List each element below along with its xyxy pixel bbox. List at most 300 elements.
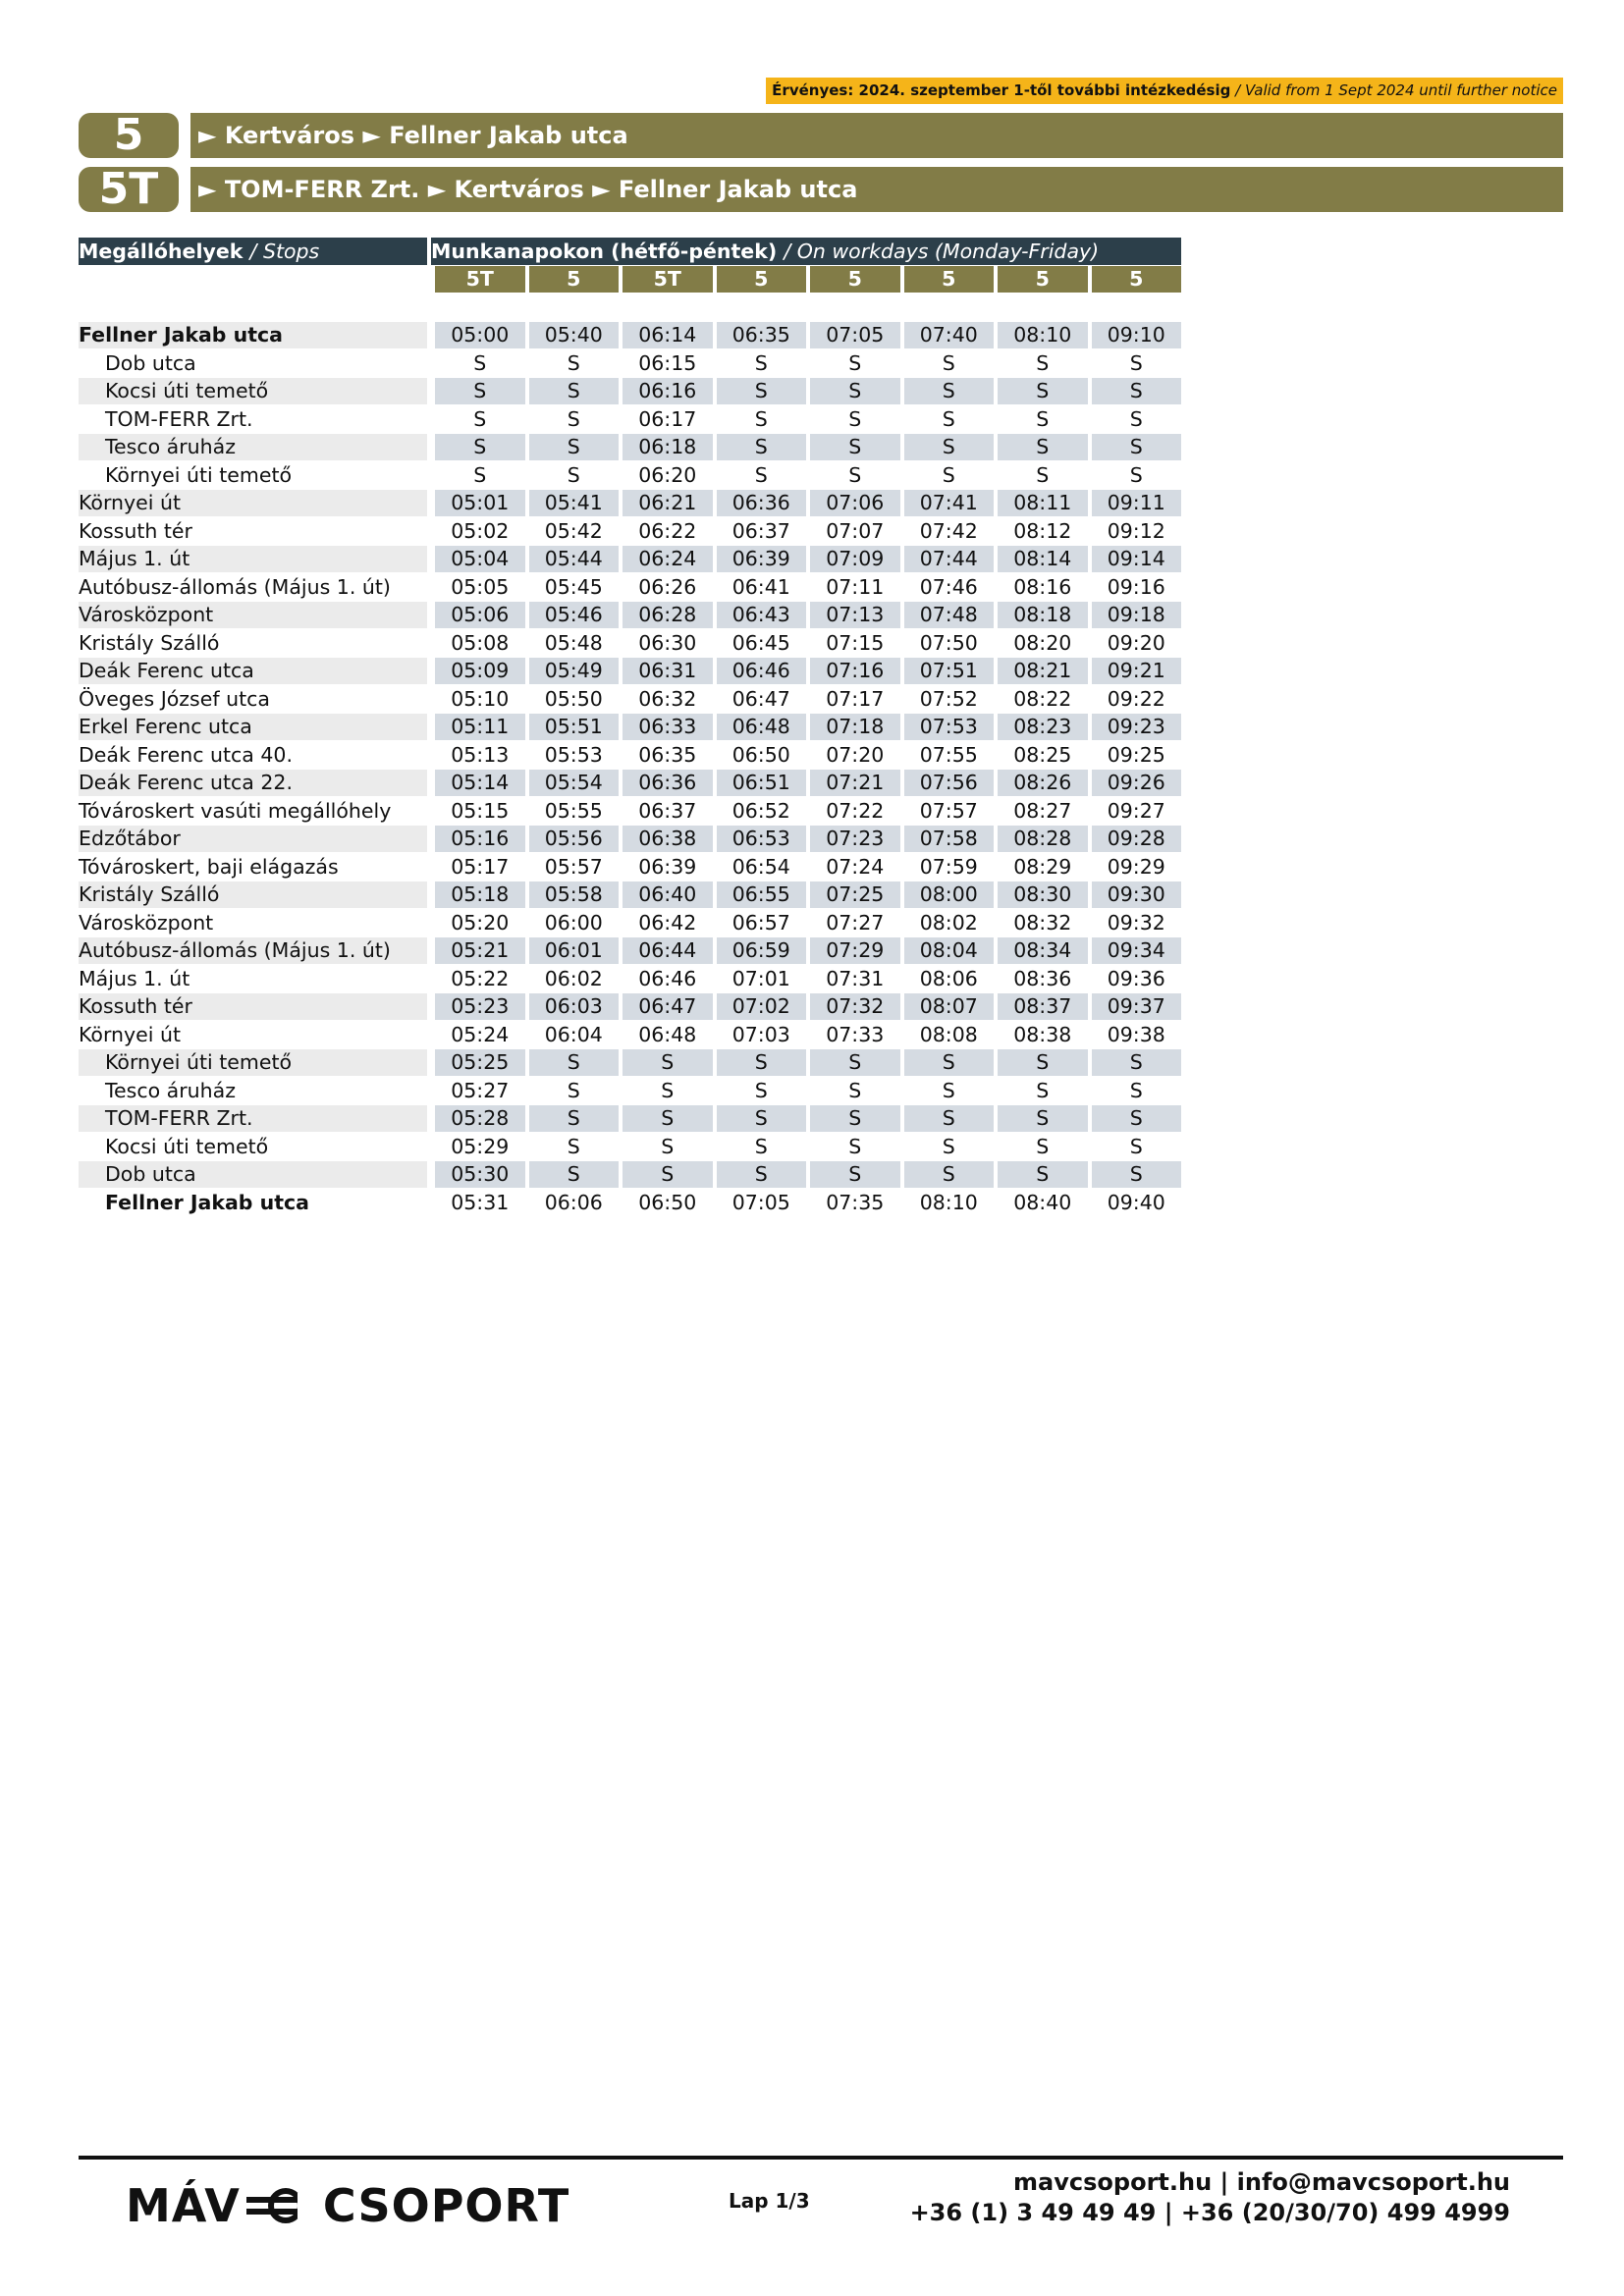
route-column-header: 5T — [431, 266, 525, 294]
route-header-5t — [79, 164, 1563, 214]
departure-time: 05:20 — [431, 909, 525, 936]
departure-time: S — [806, 1105, 900, 1133]
route-column-header: 5 — [1088, 266, 1182, 294]
departure-time: 08:28 — [994, 826, 1088, 853]
stop-name: Autóbusz-állomás (Május 1. út) — [79, 937, 427, 965]
departure-time: S — [806, 434, 900, 461]
departure-time: S — [1088, 1161, 1182, 1189]
validity-en: / Valid from 1 Sept 2024 until further notice — [1235, 81, 1557, 99]
departure-time: 07:50 — [900, 629, 995, 657]
contact-web-email: mavcsoport.hu | info@mavcsoport.hu — [1013, 2168, 1510, 2196]
departure-time: 05:41 — [525, 490, 620, 517]
departure-time: S — [619, 1161, 713, 1189]
departure-time: S — [1088, 434, 1182, 461]
departure-time: 09:12 — [1088, 517, 1182, 545]
stop-name: Környei út — [79, 1022, 182, 1046]
departure-time: 09:21 — [1088, 658, 1182, 685]
departure-time: 06:57 — [713, 909, 807, 936]
stop-name: Kossuth tér — [79, 993, 427, 1021]
route-column-header: 5T — [619, 266, 713, 294]
table-row — [79, 405, 1181, 433]
table-row — [79, 937, 1181, 965]
departure-time: S — [994, 349, 1088, 377]
departure-time: S — [525, 1133, 620, 1160]
departure-time: 09:14 — [1088, 546, 1182, 573]
departure-time: 07:44 — [900, 546, 995, 573]
departure-time: S — [900, 461, 995, 489]
table-row — [79, 741, 1181, 769]
departure-time: 06:39 — [713, 546, 807, 573]
departure-time: 08:12 — [994, 517, 1088, 545]
departure-time: 09:25 — [1088, 741, 1182, 769]
departure-time: S — [1088, 461, 1182, 489]
departure-time: S — [713, 434, 807, 461]
departure-time: 08:00 — [900, 881, 995, 909]
departure-time: 05:14 — [431, 770, 525, 797]
table-row — [79, 349, 1181, 377]
stop-name: Deák Ferenc utca 40. — [79, 742, 293, 767]
stop-name: Városközpont — [79, 910, 214, 934]
departure-time: 09:28 — [1088, 826, 1182, 853]
departure-time: 07:42 — [900, 517, 995, 545]
table-row — [79, 490, 1181, 517]
departure-time: 07:48 — [900, 602, 995, 629]
departure-time: 06:20 — [619, 461, 713, 489]
table-row — [79, 434, 1181, 461]
contact-phone: +36 (1) 3 49 49 49 | +36 (20/30/70) 499 4999 — [909, 2199, 1510, 2226]
departure-time: 07:31 — [806, 965, 900, 992]
departure-time: 05:25 — [431, 1049, 525, 1077]
departure-time: 06:21 — [619, 490, 713, 517]
departure-time: 05:30 — [431, 1161, 525, 1189]
table-row — [79, 546, 1181, 573]
table-row — [79, 993, 1181, 1021]
departure-time: 09:36 — [1088, 965, 1182, 992]
departure-time: 08:02 — [900, 909, 995, 936]
departure-time: 07:21 — [806, 770, 900, 797]
departure-time: S — [994, 1077, 1088, 1104]
departure-time: 09:11 — [1088, 490, 1182, 517]
departure-time: 07:55 — [900, 741, 995, 769]
departure-time: 07:02 — [713, 993, 807, 1021]
departure-time: 06:06 — [525, 1189, 620, 1216]
departure-time: 05:27 — [431, 1077, 525, 1104]
departure-time: 07:56 — [900, 770, 995, 797]
table-row — [79, 461, 1181, 489]
departure-time: 07:51 — [900, 658, 995, 685]
departure-time: S — [900, 1161, 995, 1189]
departure-time: 07:22 — [806, 797, 900, 825]
departure-time: 08:06 — [900, 965, 995, 992]
departure-time: 07:25 — [806, 881, 900, 909]
departure-time: 06:16 — [619, 378, 713, 405]
departure-time: S — [900, 378, 995, 405]
departure-time: 05:01 — [431, 490, 525, 517]
timetable — [79, 237, 1181, 1217]
departure-time: 05:50 — [525, 685, 620, 713]
stop-name: Öveges József utca — [79, 686, 270, 711]
departure-time: 05:49 — [525, 658, 620, 685]
table-row — [79, 714, 1181, 741]
route-path: ► Kertváros ► Fellner Jakab utca — [190, 113, 1563, 158]
stop-name: Környei úti temető — [79, 1049, 427, 1077]
departure-time: 05:06 — [431, 602, 525, 629]
departure-time: 06:15 — [619, 349, 713, 377]
departure-time: 06:42 — [619, 909, 713, 936]
departure-time: 09:16 — [1088, 573, 1182, 601]
departure-time: 07:53 — [900, 714, 995, 741]
mav-csoport-logo: MÁV CSOPORT — [126, 2179, 570, 2232]
departure-time: S — [713, 378, 807, 405]
departure-time: 08:11 — [994, 490, 1088, 517]
validity-notice — [766, 78, 1563, 104]
departure-time: 05:11 — [431, 714, 525, 741]
departure-time: 07:16 — [806, 658, 900, 685]
departure-time: S — [713, 1049, 807, 1077]
departure-time: 06:01 — [525, 937, 620, 965]
stop-name: Tesco áruház — [105, 1078, 236, 1102]
departure-time: 07:24 — [806, 853, 900, 881]
departure-time: S — [1088, 349, 1182, 377]
departure-time: S — [619, 1105, 713, 1133]
departure-time: 08:29 — [994, 853, 1088, 881]
departure-time: S — [1088, 1049, 1182, 1077]
days-header: Munkanapokon (hétfő-péntek) / On workdays (Monday-Friday) — [431, 238, 1181, 265]
page-number: Lap 1/3 — [729, 2189, 810, 2213]
departure-time: S — [900, 1133, 995, 1160]
stop-name: Kristály Szálló — [79, 630, 220, 655]
departure-time: S — [994, 434, 1088, 461]
departure-time: S — [994, 1105, 1088, 1133]
departure-time: S — [900, 1105, 995, 1133]
route-column-header: 5 — [900, 266, 995, 294]
departure-time: 05:09 — [431, 658, 525, 685]
departure-time: S — [525, 1077, 620, 1104]
route-columns — [79, 266, 1181, 294]
departure-time: 08:16 — [994, 573, 1088, 601]
departure-time: 06:53 — [713, 826, 807, 853]
departure-time: S — [431, 378, 525, 405]
departure-time: 08:38 — [994, 1021, 1088, 1048]
departure-time: 06:02 — [525, 965, 620, 992]
departure-time: S — [619, 1049, 713, 1077]
departure-time: 06:28 — [619, 602, 713, 629]
departure-time: S — [713, 405, 807, 433]
stop-name: Kocsi úti temető — [79, 378, 427, 405]
departure-time: S — [806, 349, 900, 377]
stop-name: Deák Ferenc utca 22. — [79, 770, 427, 797]
departure-time: S — [994, 378, 1088, 405]
departure-time: 06:24 — [619, 546, 713, 573]
departure-time: S — [525, 378, 620, 405]
departure-time: 07:41 — [900, 490, 995, 517]
departure-time: 06:52 — [713, 797, 807, 825]
departure-time: 06:04 — [525, 1021, 620, 1048]
departure-time: 05:46 — [525, 602, 620, 629]
departure-time: 09:29 — [1088, 853, 1182, 881]
departure-time: 06:35 — [713, 322, 807, 349]
departure-time: 05:55 — [525, 797, 620, 825]
departure-time: 07:05 — [806, 322, 900, 349]
departure-time: 08:27 — [994, 797, 1088, 825]
table-row — [79, 853, 1181, 881]
validity-hu: Érvényes: 2024. szeptember 1-től további intézkedésig — [772, 81, 1231, 99]
departure-time: 06:51 — [713, 770, 807, 797]
departure-time: S — [525, 349, 620, 377]
route-badge: 5T — [79, 167, 179, 212]
departure-time: 07:13 — [806, 602, 900, 629]
departure-time: 06:43 — [713, 602, 807, 629]
departure-time: S — [525, 434, 620, 461]
departure-time: S — [713, 1105, 807, 1133]
departure-time: S — [806, 1049, 900, 1077]
departure-time: 06:18 — [619, 434, 713, 461]
departure-time: 09:38 — [1088, 1021, 1182, 1048]
departure-time: 07:01 — [713, 965, 807, 992]
departure-time: 07:33 — [806, 1021, 900, 1048]
departure-time: 06:38 — [619, 826, 713, 853]
departure-time: 06:30 — [619, 629, 713, 657]
departure-time: 07:58 — [900, 826, 995, 853]
route-badge: 5 — [79, 113, 179, 158]
departure-time: 05:45 — [525, 573, 620, 601]
table-row — [79, 378, 1181, 405]
departure-time: S — [994, 405, 1088, 433]
departure-time: 07:27 — [806, 909, 900, 936]
table-row — [79, 1049, 1181, 1077]
departure-time: S — [900, 434, 995, 461]
departure-time: S — [525, 461, 620, 489]
departure-time: 05:31 — [431, 1189, 525, 1216]
departure-time: 09:22 — [1088, 685, 1182, 713]
departure-time: 07:03 — [713, 1021, 807, 1048]
stop-name: Fellner Jakab utca — [105, 1190, 309, 1214]
departure-time: 06:44 — [619, 937, 713, 965]
stop-name: Környei úti temető — [105, 462, 293, 487]
departure-time: 06:40 — [619, 881, 713, 909]
departure-time: 05:04 — [431, 546, 525, 573]
departure-time: S — [431, 405, 525, 433]
departure-time: 06:50 — [713, 741, 807, 769]
departure-time: 06:00 — [525, 909, 620, 936]
table-row — [79, 685, 1181, 713]
departure-time: 05:40 — [525, 322, 620, 349]
departure-time: 05:18 — [431, 881, 525, 909]
departure-time: S — [900, 1077, 995, 1104]
departure-time: 09:30 — [1088, 881, 1182, 909]
departure-time: S — [713, 1077, 807, 1104]
departure-time: 09:34 — [1088, 937, 1182, 965]
departure-time: S — [1088, 405, 1182, 433]
departure-time: S — [806, 1161, 900, 1189]
departure-time: S — [431, 461, 525, 489]
departure-time: 06:48 — [713, 714, 807, 741]
route-path: ► TOM-FERR Zrt. ► Kertváros ► Fellner Jakab utca — [190, 167, 1563, 212]
departure-time: S — [806, 461, 900, 489]
departure-time: 05:28 — [431, 1105, 525, 1133]
contact-info — [910, 2167, 1510, 2228]
table-row — [79, 881, 1181, 909]
table-row — [79, 770, 1181, 797]
stop-name: Erkel Ferenc utca — [79, 714, 427, 741]
departure-time: 07:17 — [806, 685, 900, 713]
departure-time: S — [806, 405, 900, 433]
table-row — [79, 909, 1181, 936]
departure-time: 07:57 — [900, 797, 995, 825]
departure-time: S — [994, 1049, 1088, 1077]
departure-time: 05:17 — [431, 853, 525, 881]
stop-name: Kristály Szálló — [79, 881, 427, 909]
stop-name: Városközpont — [79, 602, 427, 629]
departure-time: 05:42 — [525, 517, 620, 545]
departure-time: 08:20 — [994, 629, 1088, 657]
stop-name: Edzőtábor — [79, 826, 427, 853]
departure-time: 07:15 — [806, 629, 900, 657]
departure-time: 06:03 — [525, 993, 620, 1021]
departure-time: S — [994, 1133, 1088, 1160]
departure-time: 06:39 — [619, 853, 713, 881]
departure-time: 07:06 — [806, 490, 900, 517]
departure-time: S — [806, 378, 900, 405]
stop-name: Kocsi úti temető — [105, 1134, 269, 1158]
departure-time: 05:21 — [431, 937, 525, 965]
departure-time: 07:40 — [900, 322, 995, 349]
departure-time: 05:57 — [525, 853, 620, 881]
departure-time: 06:45 — [713, 629, 807, 657]
departure-time: 07:46 — [900, 573, 995, 601]
departure-time: 08:21 — [994, 658, 1088, 685]
departure-time: S — [806, 1077, 900, 1104]
departure-time: 08:23 — [994, 714, 1088, 741]
departure-time: 05:08 — [431, 629, 525, 657]
departure-time: S — [525, 405, 620, 433]
route-column-header: 5 — [806, 266, 900, 294]
table-row — [79, 1105, 1181, 1133]
departure-time: 06:37 — [713, 517, 807, 545]
departure-time: 05:56 — [525, 826, 620, 853]
route-header-5 — [79, 110, 1563, 160]
departure-time: 06:22 — [619, 517, 713, 545]
departure-time: S — [1088, 1133, 1182, 1160]
departure-time: S — [713, 1161, 807, 1189]
departure-time: 05:54 — [525, 770, 620, 797]
departure-time: 07:32 — [806, 993, 900, 1021]
departure-time: 06:37 — [619, 797, 713, 825]
departure-time: S — [713, 1133, 807, 1160]
departure-time: 06:26 — [619, 573, 713, 601]
departure-time: 07:52 — [900, 685, 995, 713]
departure-time: S — [713, 461, 807, 489]
departure-time: 08:30 — [994, 881, 1088, 909]
stop-name: Autóbusz-állomás (Május 1. út) — [79, 574, 391, 599]
departure-time: S — [619, 1133, 713, 1160]
departure-time: 08:07 — [900, 993, 995, 1021]
departure-time: 05:48 — [525, 629, 620, 657]
departure-time: 05:15 — [431, 797, 525, 825]
departure-time: 05:53 — [525, 741, 620, 769]
departure-time: 06:54 — [713, 853, 807, 881]
departure-time: S — [994, 461, 1088, 489]
stop-name: Május 1. út — [79, 966, 190, 990]
stop-name: Dob utca — [105, 350, 196, 375]
departure-time: 06:14 — [619, 322, 713, 349]
table-row — [79, 1189, 1181, 1216]
departure-time: 09:18 — [1088, 602, 1182, 629]
route-column-header: 5 — [994, 266, 1088, 294]
departure-time: S — [525, 1161, 620, 1189]
departure-time: 08:37 — [994, 993, 1088, 1021]
departure-time: 06:55 — [713, 881, 807, 909]
departure-time: 08:22 — [994, 685, 1088, 713]
stop-name: Tóvároskert, baji elágazás — [79, 854, 339, 879]
departure-time: 08:26 — [994, 770, 1088, 797]
departure-time: 06:47 — [713, 685, 807, 713]
stop-name: TOM-FERR Zrt. — [79, 1105, 427, 1133]
departure-time: 08:10 — [900, 1189, 995, 1216]
departure-time: S — [994, 1161, 1088, 1189]
departure-time: 06:47 — [619, 993, 713, 1021]
departure-time: S — [431, 349, 525, 377]
departure-time: 05:24 — [431, 1021, 525, 1048]
stop-name: TOM-FERR Zrt. — [105, 406, 253, 431]
departure-time: 08:08 — [900, 1021, 995, 1048]
departure-time: 06:36 — [619, 770, 713, 797]
stop-name: Kossuth tér — [79, 518, 192, 543]
departure-time: 09:10 — [1088, 322, 1182, 349]
departure-time: 06:59 — [713, 937, 807, 965]
departure-time: S — [806, 1133, 900, 1160]
table-row — [79, 826, 1181, 853]
stop-name: Tesco áruház — [79, 434, 427, 461]
departure-time: 08:14 — [994, 546, 1088, 573]
departure-time: 08:32 — [994, 909, 1088, 936]
departure-time: 08:34 — [994, 937, 1088, 965]
departure-time: 06:36 — [713, 490, 807, 517]
departure-time: S — [713, 349, 807, 377]
table-row — [79, 602, 1181, 629]
table-row — [79, 797, 1181, 825]
departure-time: 06:17 — [619, 405, 713, 433]
departure-time: 09:40 — [1088, 1189, 1182, 1216]
table-row — [79, 322, 1181, 349]
stop-name: Május 1. út — [79, 546, 427, 573]
table-row — [79, 658, 1181, 685]
stop-name: Fellner Jakab utca — [79, 322, 427, 349]
table-row — [79, 965, 1181, 992]
departure-time: 08:18 — [994, 602, 1088, 629]
departure-time: 09:37 — [1088, 993, 1182, 1021]
departure-time: 09:20 — [1088, 629, 1182, 657]
departure-time: 06:31 — [619, 658, 713, 685]
departure-time: 07:07 — [806, 517, 900, 545]
departure-time: 06:32 — [619, 685, 713, 713]
departure-time: 05:51 — [525, 714, 620, 741]
departure-time: 06:46 — [619, 965, 713, 992]
table-row — [79, 1021, 1181, 1048]
departure-time: 05:58 — [525, 881, 620, 909]
stop-name: Dob utca — [79, 1161, 427, 1189]
departure-time: 06:33 — [619, 714, 713, 741]
rail-logo-icon — [246, 2185, 317, 2226]
stop-name: Tóvároskert vasúti megállóhely — [79, 798, 392, 823]
route-column-header: 5 — [525, 266, 620, 294]
departure-time: 05:05 — [431, 573, 525, 601]
table-row — [79, 1077, 1181, 1104]
departure-time: 05:23 — [431, 993, 525, 1021]
departure-time: 09:32 — [1088, 909, 1182, 936]
departure-time: 05:44 — [525, 546, 620, 573]
departure-time: 06:50 — [619, 1189, 713, 1216]
